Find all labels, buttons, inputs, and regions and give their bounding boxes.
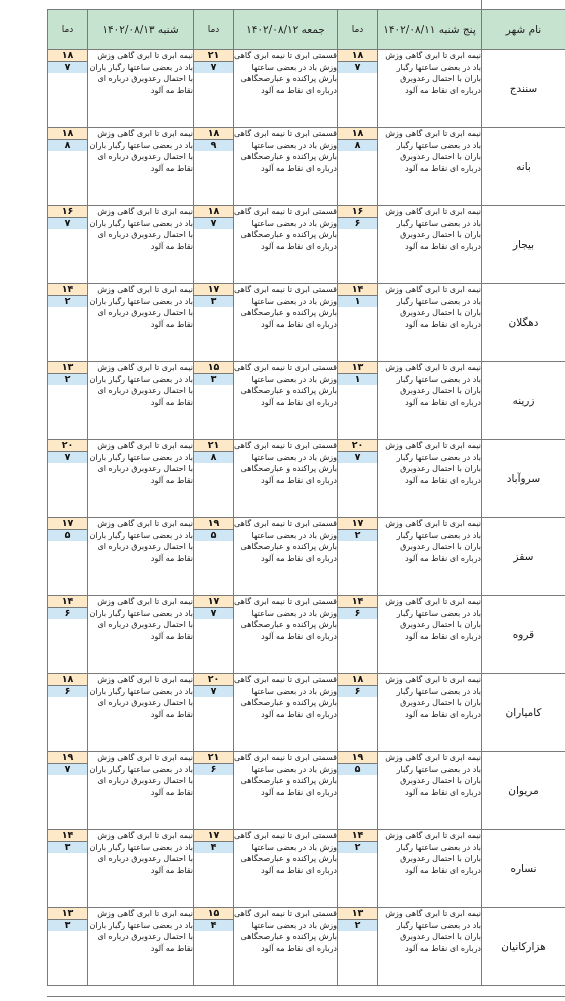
- max-temperature: ۱۸: [48, 674, 87, 686]
- forecast-description: قسمتی ابری تا نیمه ابری گاهی وزش باد در بعضی ساعتها بارش پراکنده و عبارصحگاهی درباره ای نقاط مه آلود: [234, 674, 338, 752]
- forecast-description: قسمتی ابری تا نیمه ابری گاهی وزش باد در بعضی ساعتها بارش پراکنده و عبارصحگاهی درباره ای نقاط مه آلود: [234, 50, 338, 128]
- min-temperature: ۷: [194, 218, 233, 229]
- table-row: [48, 674, 565, 752]
- temperature-cell: [48, 440, 88, 518]
- forecast-description: نیمه ابری تا ابری گاهی وزش باد در بعضی ساعتها رگبار باران با احتمال رعدوبرق درباره ای نقاط مه آلود: [378, 908, 482, 986]
- temperature-cell: [338, 752, 378, 830]
- forecast-description: نیمه ابری تا ابری گاهی وزش باد در بعضی ساعتها رگبار باران با احتمال رعدوبرق درباره ای نقاط مه آلود: [378, 50, 482, 128]
- min-temperature: ۶: [338, 218, 377, 229]
- max-temperature: ۲۰: [48, 440, 87, 452]
- forecast-description: نیمه ابری تا ابری گاهی وزش باد در بعضی ساعتها رگبار باران با احتمال رعدوبرق درباره ای نقاط مه آلود: [378, 596, 482, 674]
- max-temperature: ۱۸: [194, 128, 233, 140]
- city-name: بانه: [482, 128, 565, 206]
- temperature-cell: [194, 362, 234, 440]
- min-temperature: ۵: [338, 764, 377, 775]
- table-row: [48, 908, 565, 986]
- forecast-description: نیمه ابری تا ابری گاهی وزش باد در بعضی ساعتها رگبار باران با احتمال رعدوبرق درباره ای نقاط مه آلود: [88, 908, 194, 986]
- forecast-description: نیمه ابری تا ابری گاهی وزش باد در بعضی ساعتها رگبار باران با احتمال رعدوبرق درباره ای نقاط مه آلود: [88, 440, 194, 518]
- table-row: [48, 128, 565, 206]
- temperature-cell: [338, 362, 378, 440]
- temperature-cell: [48, 128, 88, 206]
- temperature-cell: [338, 128, 378, 206]
- min-temperature: ۷: [48, 452, 87, 463]
- min-temperature: ۳: [194, 296, 233, 307]
- weather-forecast-table: [47, 9, 565, 986]
- forecast-description: قسمتی ابری تا نیمه ابری گاهی وزش باد در بعضی ساعتها بارش پراکنده و عبارصحگاهی درباره ای نقاط مه آلود: [234, 128, 338, 206]
- temperature-cell: [194, 908, 234, 986]
- forecast-description: نیمه ابری تا ابری گاهی وزش باد در بعضی ساعتها رگبار باران با احتمال رعدوبرق درباره ای نقاط مه آلود: [88, 752, 194, 830]
- min-temperature: ۲: [338, 920, 377, 931]
- max-temperature: ۲۱: [194, 752, 233, 764]
- forecast-description: قسمتی ابری تا نیمه ابری گاهی وزش باد در بعضی ساعتها بارش پراکنده و عبارصحگاهی درباره ای نقاط مه آلود: [234, 596, 338, 674]
- table-row: [48, 440, 565, 518]
- min-temperature: ۷: [194, 608, 233, 619]
- table-row: [48, 596, 565, 674]
- forecast-description: قسمتی ابری تا نیمه ابری گاهی وزش باد در بعضی ساعتها بارش پراکنده و عبارصحگاهی درباره ای نقاط مه آلود: [234, 206, 338, 284]
- max-temperature: ۲۰: [338, 440, 377, 452]
- day-1-header: پنج شنبه ۱۴۰۲/۰۸/۱۱: [378, 10, 482, 50]
- min-temperature: ۳: [48, 920, 87, 931]
- city-column-header: نام شهر: [482, 10, 565, 50]
- forecast-description: نیمه ابری تا ابری گاهی وزش باد در بعضی ساعتها رگبار باران با احتمال رعدوبرق درباره ای نقاط مه آلود: [378, 674, 482, 752]
- forecast-description: قسمتی ابری تا نیمه ابری گاهی وزش باد در بعضی ساعتها بارش پراکنده و عبارصحگاهی درباره ای نقاط مه آلود: [234, 362, 338, 440]
- max-temperature: ۱۴: [48, 830, 87, 842]
- min-temperature: ۳: [48, 842, 87, 853]
- forecast-description: قسمتی ابری تا نیمه ابری گاهی وزش باد در بعضی ساعتها بارش پراکنده و عبارصحگاهی درباره ای نقاط مه آلود: [234, 518, 338, 596]
- day-3-temp-header: دما: [48, 10, 88, 50]
- city-name: سروآباد: [482, 440, 565, 518]
- day-2-header: جمعه ۱۴۰۲/۰۸/۱۲: [234, 10, 338, 50]
- temperature-cell: [338, 206, 378, 284]
- temperature-cell: [338, 908, 378, 986]
- temperature-cell: [338, 674, 378, 752]
- day-3-header: شنبه ۱۴۰۲/۰۸/۱۳: [88, 10, 194, 50]
- city-name: مریوان: [482, 752, 565, 830]
- top-cell-edge: [481, 0, 565, 9]
- temperature-cell: [194, 284, 234, 362]
- table-row: [48, 752, 565, 830]
- max-temperature: ۱۸: [338, 128, 377, 140]
- city-name: قروه: [482, 596, 565, 674]
- temperature-cell: [194, 206, 234, 284]
- forecast-description: نیمه ابری تا ابری گاهی وزش باد در بعضی ساعتها رگبار باران با احتمال رعدوبرق درباره ای نقاط مه آلود: [88, 50, 194, 128]
- max-temperature: ۱۳: [338, 362, 377, 374]
- min-temperature: ۷: [338, 62, 377, 73]
- min-temperature: ۷: [194, 686, 233, 697]
- max-temperature: ۲۱: [194, 50, 233, 62]
- temperature-cell: [338, 830, 378, 908]
- min-temperature: ۵: [48, 530, 87, 541]
- forecast-description: نیمه ابری تا ابری گاهی وزش باد در بعضی ساعتها رگبار باران با احتمال رعدوبرق درباره ای نقاط مه آلود: [88, 674, 194, 752]
- forecast-description: نیمه ابری تا ابری گاهی وزش باد در بعضی ساعتها رگبار باران با احتمال رعدوبرق درباره ای نقاط مه آلود: [378, 830, 482, 908]
- day-1-temp-header: دما: [338, 10, 378, 50]
- min-temperature: ۶: [338, 686, 377, 697]
- forecast-description: نیمه ابری تا ابری گاهی وزش باد در بعضی ساعتها رگبار باران با احتمال رعدوبرق درباره ای نقاط مه آلود: [378, 206, 482, 284]
- max-temperature: ۱۳: [48, 362, 87, 374]
- table-row: [48, 50, 565, 128]
- table-row: [48, 206, 565, 284]
- temperature-cell: [48, 908, 88, 986]
- temperature-cell: [48, 518, 88, 596]
- max-temperature: ۱۶: [338, 206, 377, 218]
- table-row: [48, 830, 565, 908]
- temperature-cell: [48, 830, 88, 908]
- header-row: [48, 10, 565, 50]
- max-temperature: ۱۹: [194, 518, 233, 530]
- city-name: دهگلان: [482, 284, 565, 362]
- temperature-cell: [338, 50, 378, 128]
- table-row: [48, 362, 565, 440]
- forecast-description: نیمه ابری تا ابری گاهی وزش باد در بعضی ساعتها رگبار باران با احتمال رعدوبرق درباره ای نقاط مه آلود: [88, 128, 194, 206]
- temperature-cell: [194, 50, 234, 128]
- temperature-cell: [194, 440, 234, 518]
- max-temperature: ۱۷: [194, 596, 233, 608]
- max-temperature: ۱۴: [338, 830, 377, 842]
- max-temperature: ۱۴: [48, 284, 87, 296]
- forecast-description: نیمه ابری تا ابری گاهی وزش باد در بعضی ساعتها رگبار باران با احتمال رعدوبرق درباره ای نقاط مه آلود: [378, 440, 482, 518]
- forecast-description: نیمه ابری تا ابری گاهی وزش باد در بعضی ساعتها رگبار باران با احتمال رعدوبرق درباره ای نقاط مه آلود: [88, 362, 194, 440]
- max-temperature: ۱۶: [48, 206, 87, 218]
- forecast-description: قسمتی ابری تا نیمه ابری گاهی وزش باد در بعضی ساعتها بارش پراکنده و عبارصحگاهی درباره ای نقاط مه آلود: [234, 440, 338, 518]
- temperature-cell: [194, 830, 234, 908]
- min-temperature: ۱: [338, 296, 377, 307]
- min-temperature: ۸: [194, 452, 233, 463]
- city-name: زرینه: [482, 362, 565, 440]
- forecast-description: نیمه ابری تا ابری گاهی وزش باد در بعضی ساعتها رگبار باران با احتمال رعدوبرق درباره ای نقاط مه آلود: [378, 518, 482, 596]
- city-name: کامیاران: [482, 674, 565, 752]
- min-temperature: ۴: [194, 842, 233, 853]
- forecast-description: نیمه ابری تا ابری گاهی وزش باد در بعضی ساعتها رگبار باران با احتمال رعدوبرق درباره ای نقاط مه آلود: [378, 128, 482, 206]
- min-temperature: ۸: [338, 140, 377, 151]
- forecast-description: نیمه ابری تا ابری گاهی وزش باد در بعضی ساعتها رگبار باران با احتمال رعدوبرق درباره ای نقاط مه آلود: [88, 830, 194, 908]
- forecast-description: نیمه ابری تا ابری گاهی وزش باد در بعضی ساعتها رگبار باران با احتمال رعدوبرق درباره ای نقاط مه آلود: [88, 518, 194, 596]
- min-temperature: ۷: [338, 452, 377, 463]
- temperature-cell: [338, 284, 378, 362]
- city-name: هزارکانیان: [482, 908, 565, 986]
- temperature-cell: [194, 518, 234, 596]
- min-temperature: ۷: [48, 764, 87, 775]
- forecast-description: نیمه ابری تا ابری گاهی وزش باد در بعضی ساعتها رگبار باران با احتمال رعدوبرق درباره ای نقاط مه آلود: [378, 362, 482, 440]
- min-temperature: ۷: [48, 62, 87, 73]
- max-temperature: ۱۴: [338, 596, 377, 608]
- min-temperature: ۲: [48, 296, 87, 307]
- min-temperature: ۲: [338, 842, 377, 853]
- city-name: سقز: [482, 518, 565, 596]
- forecast-description: قسمتی ابری تا نیمه ابری گاهی وزش باد در بعضی ساعتها بارش پراکنده و عبارصحگاهی درباره ای نقاط مه آلود: [234, 284, 338, 362]
- min-temperature: ۶: [48, 686, 87, 697]
- day-2-temp-header: دما: [194, 10, 234, 50]
- min-temperature: ۵: [194, 530, 233, 541]
- forecast-description: نیمه ابری تا ابری گاهی وزش باد در بعضی ساعتها رگبار باران با احتمال رعدوبرق درباره ای نقاط مه آلود: [88, 206, 194, 284]
- temperature-cell: [338, 440, 378, 518]
- temperature-cell: [48, 50, 88, 128]
- max-temperature: ۱۵: [194, 362, 233, 374]
- city-name: سنندج: [482, 50, 565, 128]
- max-temperature: ۱۹: [338, 752, 377, 764]
- max-temperature: ۲۱: [194, 440, 233, 452]
- min-temperature: ۳: [194, 374, 233, 385]
- max-temperature: ۱۳: [48, 908, 87, 920]
- min-temperature: ۹: [194, 140, 233, 151]
- table-row: [48, 284, 565, 362]
- temperature-cell: [48, 674, 88, 752]
- temperature-cell: [48, 596, 88, 674]
- max-temperature: ۱۵: [194, 908, 233, 920]
- max-temperature: ۱۳: [338, 908, 377, 920]
- forecast-description: نیمه ابری تا ابری گاهی وزش باد در بعضی ساعتها رگبار باران با احتمال رعدوبرق درباره ای نقاط مه آلود: [378, 284, 482, 362]
- min-temperature: ۷: [48, 218, 87, 229]
- max-temperature: ۱۸: [48, 128, 87, 140]
- max-temperature: ۱۸: [48, 50, 87, 62]
- max-temperature: ۱۷: [48, 518, 87, 530]
- max-temperature: ۱۸: [194, 206, 233, 218]
- forecast-description: نیمه ابری تا ابری گاهی وزش باد در بعضی ساعتها رگبار باران با احتمال رعدوبرق درباره ای نقاط مه آلود: [378, 752, 482, 830]
- max-temperature: ۱۷: [194, 830, 233, 842]
- max-temperature: ۱۴: [48, 596, 87, 608]
- temperature-cell: [338, 518, 378, 596]
- max-temperature: ۱۹: [48, 752, 87, 764]
- city-name: نساره: [482, 830, 565, 908]
- max-temperature: ۱۸: [338, 50, 377, 62]
- temperature-cell: [194, 752, 234, 830]
- table-bottom-rule: [47, 996, 565, 997]
- temperature-cell: [338, 596, 378, 674]
- min-temperature: ۲: [338, 530, 377, 541]
- min-temperature: ۸: [48, 140, 87, 151]
- temperature-cell: [48, 284, 88, 362]
- min-temperature: ۴: [194, 920, 233, 931]
- max-temperature: ۱۴: [338, 284, 377, 296]
- max-temperature: ۱۸: [338, 674, 377, 686]
- min-temperature: ۲: [48, 374, 87, 385]
- temperature-cell: [194, 674, 234, 752]
- max-temperature: ۲۰: [194, 674, 233, 686]
- max-temperature: ۱۷: [194, 284, 233, 296]
- min-temperature: ۶: [48, 608, 87, 619]
- min-temperature: ۶: [194, 764, 233, 775]
- temperature-cell: [48, 752, 88, 830]
- forecast-description: قسمتی ابری تا نیمه ابری گاهی وزش باد در بعضی ساعتها بارش پراکنده و عبارصحگاهی درباره ای نقاط مه آلود: [234, 752, 338, 830]
- temperature-cell: [194, 596, 234, 674]
- table-row: [48, 518, 565, 596]
- forecast-description: نیمه ابری تا ابری گاهی وزش باد در بعضی ساعتها رگبار باران با احتمال رعدوبرق درباره ای نقاط مه آلود: [88, 284, 194, 362]
- forecast-description: قسمتی ابری تا نیمه ابری گاهی وزش باد در بعضی ساعتها بارش پراکنده و عبارصحگاهی درباره ای نقاط مه آلود: [234, 908, 338, 986]
- min-temperature: ۱: [338, 374, 377, 385]
- max-temperature: ۱۷: [338, 518, 377, 530]
- temperature-cell: [194, 128, 234, 206]
- temperature-cell: [48, 206, 88, 284]
- min-temperature: ۷: [194, 62, 233, 73]
- city-name: بیجار: [482, 206, 565, 284]
- min-temperature: ۶: [338, 608, 377, 619]
- temperature-cell: [48, 362, 88, 440]
- forecast-description: نیمه ابری تا ابری گاهی وزش باد در بعضی ساعتها رگبار باران با احتمال رعدوبرق درباره ای نقاط مه آلود: [88, 596, 194, 674]
- forecast-description: قسمتی ابری تا نیمه ابری گاهی وزش باد در بعضی ساعتها بارش پراکنده و عبارصحگاهی درباره ای نقاط مه آلود: [234, 830, 338, 908]
